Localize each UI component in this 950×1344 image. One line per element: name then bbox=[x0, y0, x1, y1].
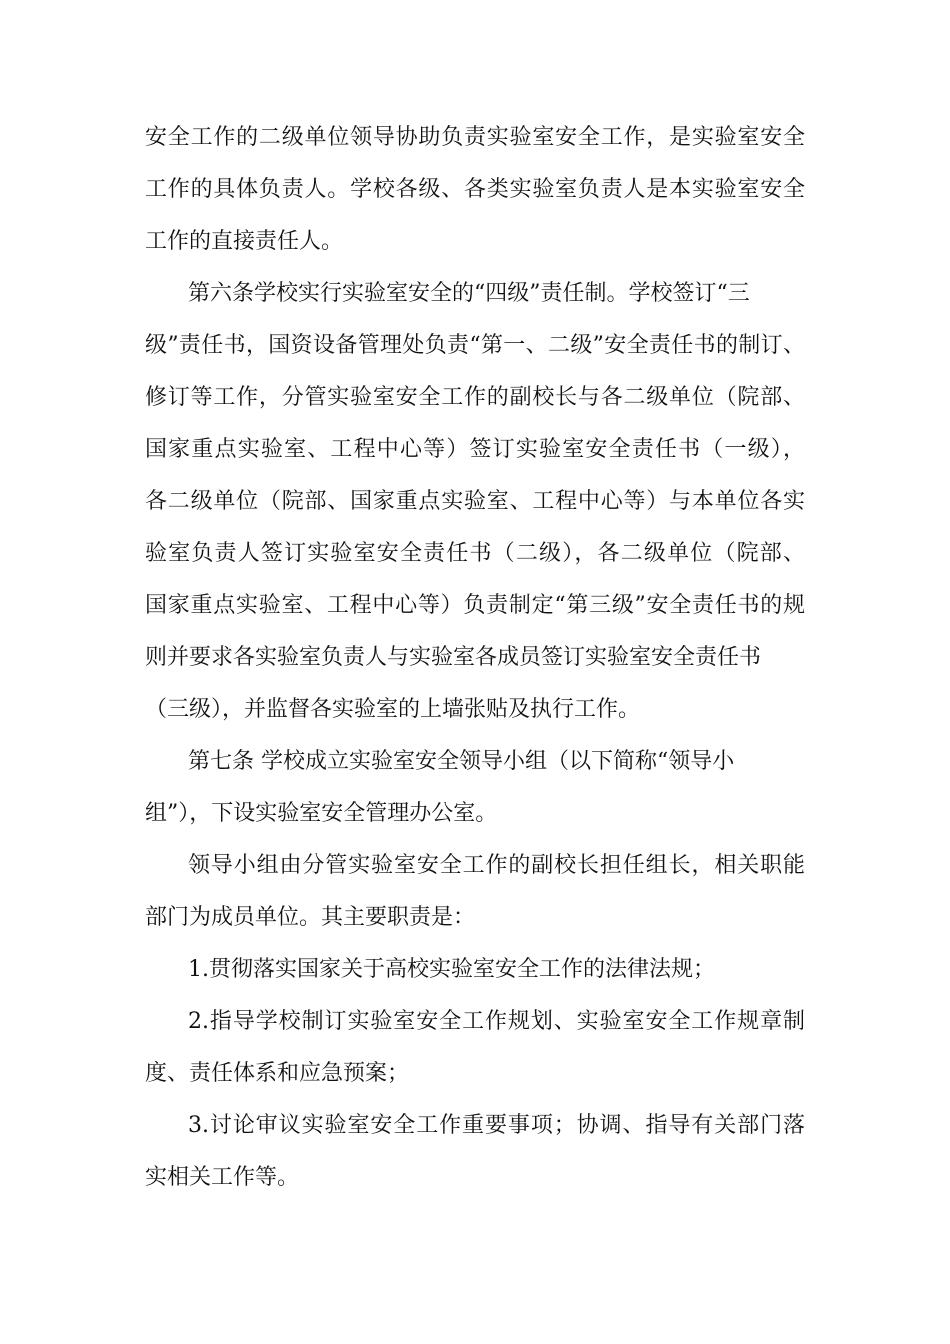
text-line: 组”），下设实验室安全管理办公室。 bbox=[145, 801, 498, 826]
article-7-start: 第七条 学校成立实验室安全领导小组（以下简称“领导小 bbox=[188, 749, 735, 774]
list-item-3: 3.讨论审议实验室安全工作重要事项；协调、指导有关部门落 bbox=[188, 1113, 805, 1138]
list-item-2: 2.指导学校制订实验室安全工作规划、实验室安全工作规章制 bbox=[188, 1009, 805, 1034]
text-line: 实相关工作等。 bbox=[145, 1165, 300, 1190]
text-line: 则并要求各实验室负责人与实验室各成员签订实验室安全责任书 bbox=[145, 645, 762, 670]
text-line: （三级），并监督各实验室的上墙张贴及执行工作。 bbox=[145, 697, 641, 722]
text-line: 各二级单位（院部、国家重点实验室、工程中心等）与本单位各实 bbox=[145, 489, 805, 514]
text-line: 安全工作的二级单位领导协助负责实验室安全工作，是实验室安全 bbox=[145, 125, 805, 150]
text-line: 国家重点实验室、工程中心等）签订实验室安全责任书（一级）， bbox=[145, 437, 805, 462]
text-line: 验室负责人签订实验室安全责任书（二级），各二级单位（院部、 bbox=[145, 541, 805, 566]
text-line: 级”责任书，国资设备管理处负责“第一、二级”安全责任书的制订、 bbox=[145, 333, 805, 358]
text-line: 度、责任体系和应急预案； bbox=[145, 1061, 410, 1086]
text-line: 国家重点实验室、工程中心等）负责制定“第三级”安全责任书的规 bbox=[145, 593, 805, 618]
text-line: 修订等工作，分管实验室安全工作的副校长与各二级单位（院部、 bbox=[145, 385, 805, 410]
article-6-start: 第六条学校实行实验室安全的“四级”责任制。学校签订“三 bbox=[188, 281, 750, 306]
paragraph-start: 领导小组由分管实验室安全工作的副校长担任组长，相关职能 bbox=[188, 853, 805, 878]
list-item-1: 1.贯彻落实国家关于高校实验室安全工作的法律法规； bbox=[188, 957, 715, 982]
text-line: 工作的直接责任人。 bbox=[145, 229, 344, 254]
text-line: 部门为成员单位。其主要职责是： bbox=[145, 905, 476, 930]
text-line: 工作的具体负责人。学校各级、各类实验室负责人是本实验室安全 bbox=[145, 177, 805, 202]
